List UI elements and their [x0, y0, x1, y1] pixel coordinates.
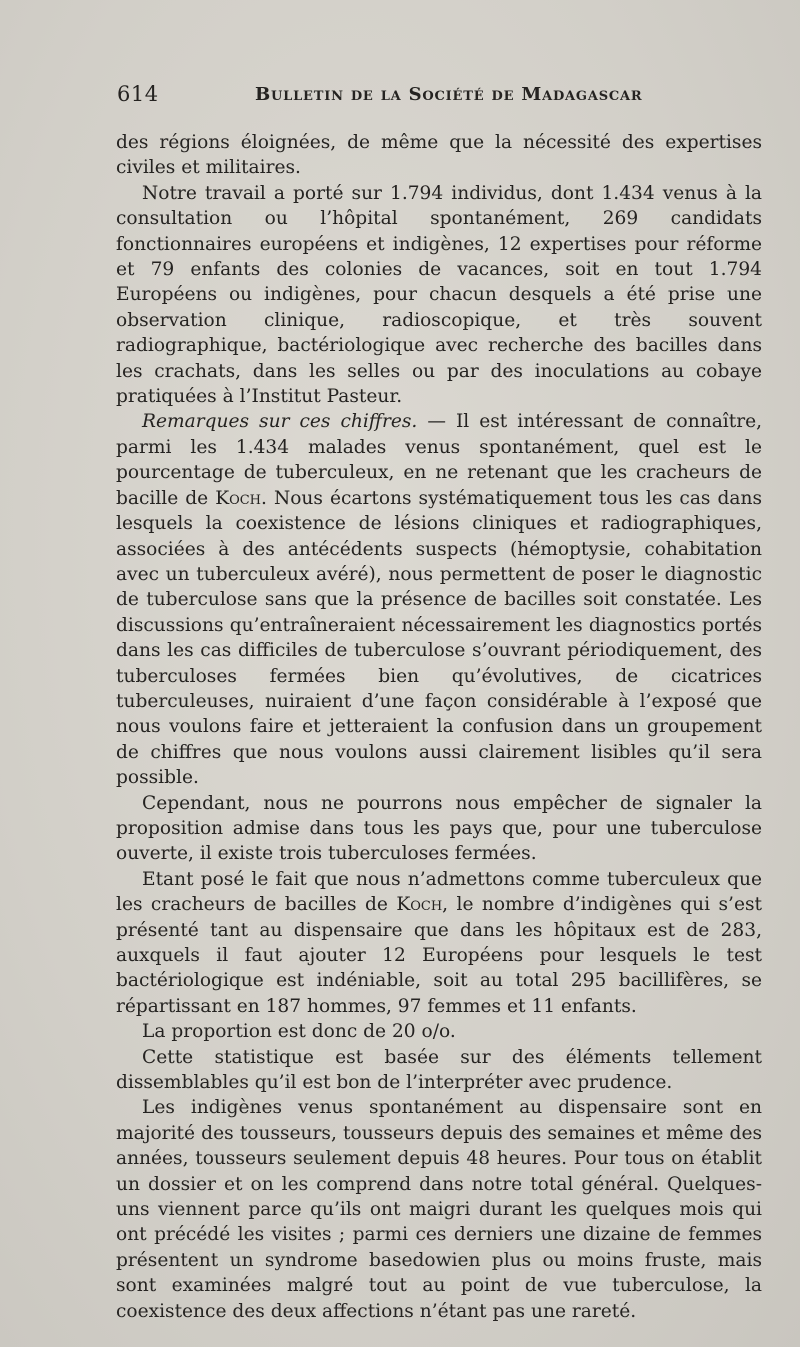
- paragraph-2: Notre travail a porté sur 1.794 individus, dont 1.434 venus à la consultation ou l’hôpital spontanément, 269 candidats fonctionnaires européens et indigènes, 12 expertises pour réforme et 79 enfants des colonies de vacances, soit en tout 1.794 Européens ou indigènes, pour chacun desquels a été prise une observation clinique, radioscopique, et très souvent radiographique, bactériologique avec recherche des bacilles dans les crachats, dans les selles ou par des inoculations au cobaye pratiquées à l’Institut Pasteur.: [116, 182, 762, 408]
- paragraph-4: Cependant, nous ne pourrons nous empêcher de signaler la proposition admise dans tous les pays que, pour une tuberculose ouverte, il existe trois tuberculoses fermées.: [116, 792, 762, 865]
- page-header: [117, 82, 757, 112]
- koch-name: Koch: [215, 487, 262, 509]
- paragraph-7: Cette statistique est basée sur des éléments tellement dissemblables qu’il est bon de l’interpréter avec prudence.: [116, 1046, 762, 1094]
- paragraph-5-part-b: , le nombre d’indigènes qui s’est présenté tant au dispensaire que dans les hôpitaux est de 283, auxquels il faut ajouter 12 Européens pour lesquels le test bactériologique est indéniable, soit au total 295 bacillifères, se répartissant en 187 hommes, 97 femmes et 11 enfants.: [116, 894, 762, 1017]
- paragraph-6: La proportion est donc de 20 o/o.: [142, 1021, 456, 1043]
- section-heading: Remarques sur ces chiffres.: [142, 411, 418, 433]
- body-text: [116, 130, 762, 1324]
- paragraph-3: [116, 409, 762, 790]
- page-number: 614: [117, 82, 159, 106]
- paragraph-5: [116, 867, 762, 1019]
- koch-name: Koch: [396, 894, 443, 916]
- paragraph-8: Les indigènes venus spontanément au dispensaire sont en majorité des tousseurs, tousseurs depuis des semaines et même des années, tousseurs seulement depuis 48 heures. Pour tous on établit un dossier et on les comprend dans notre total général. Quelques-uns viennent parce qu’ils ont maigri durant les quelques mois qui ont précédé les visites ; parmi ces derniers une dizaine de femmes présentent un syndrome basedowien plus ou moins fruste, mais sont examinées malgré tout au point de vue tuberculose, la coexistence des deux affections n’étant pas une rareté.: [116, 1097, 762, 1322]
- paragraph-3-part-b: . Nous écartons systématiquement tous les cas dans lesquels la coexistence de lésions cliniques et radiographiques, associées à des antécédents suspects (hémoptysie, cohabitation avec un tuberculeux avéré), nous permettent de poser le diagnostic de tuberculose sans que la présence de bacilles soit constatée. Les discussions qu’entraîneraient nécessairement les diagnostics portés dans les cas difficiles de tuberculose s’ouvrant périodiquement, des tuberculoses fermées bien qu’évolutives, de cicatrices tuberculeuses, nuiraient d’une façon considérable à l’exposé que nous voulons faire et jetteraient la confusion dans un groupement de chiffres que nous voulons aussi clairement lisibles qu’il sera possible.: [116, 487, 762, 789]
- paragraph-5-part-a: Etant posé le fait que nous n’admettons comme tuberculeux que les cracheurs de bacilles de: [116, 868, 762, 916]
- paragraph-3-part-a: — Il est intéressant de connaître, parmi les 1.434 malades venus spontanément, quel est le pourcentage de tuberculeux, en ne retenant que les cracheurs de bacille de: [116, 411, 763, 509]
- running-title: Bulletin de la Société de Madagascar: [255, 84, 643, 105]
- paragraph-1: des régions éloignées, de même que la nécessité des expertises civiles et militaires.: [116, 132, 762, 179]
